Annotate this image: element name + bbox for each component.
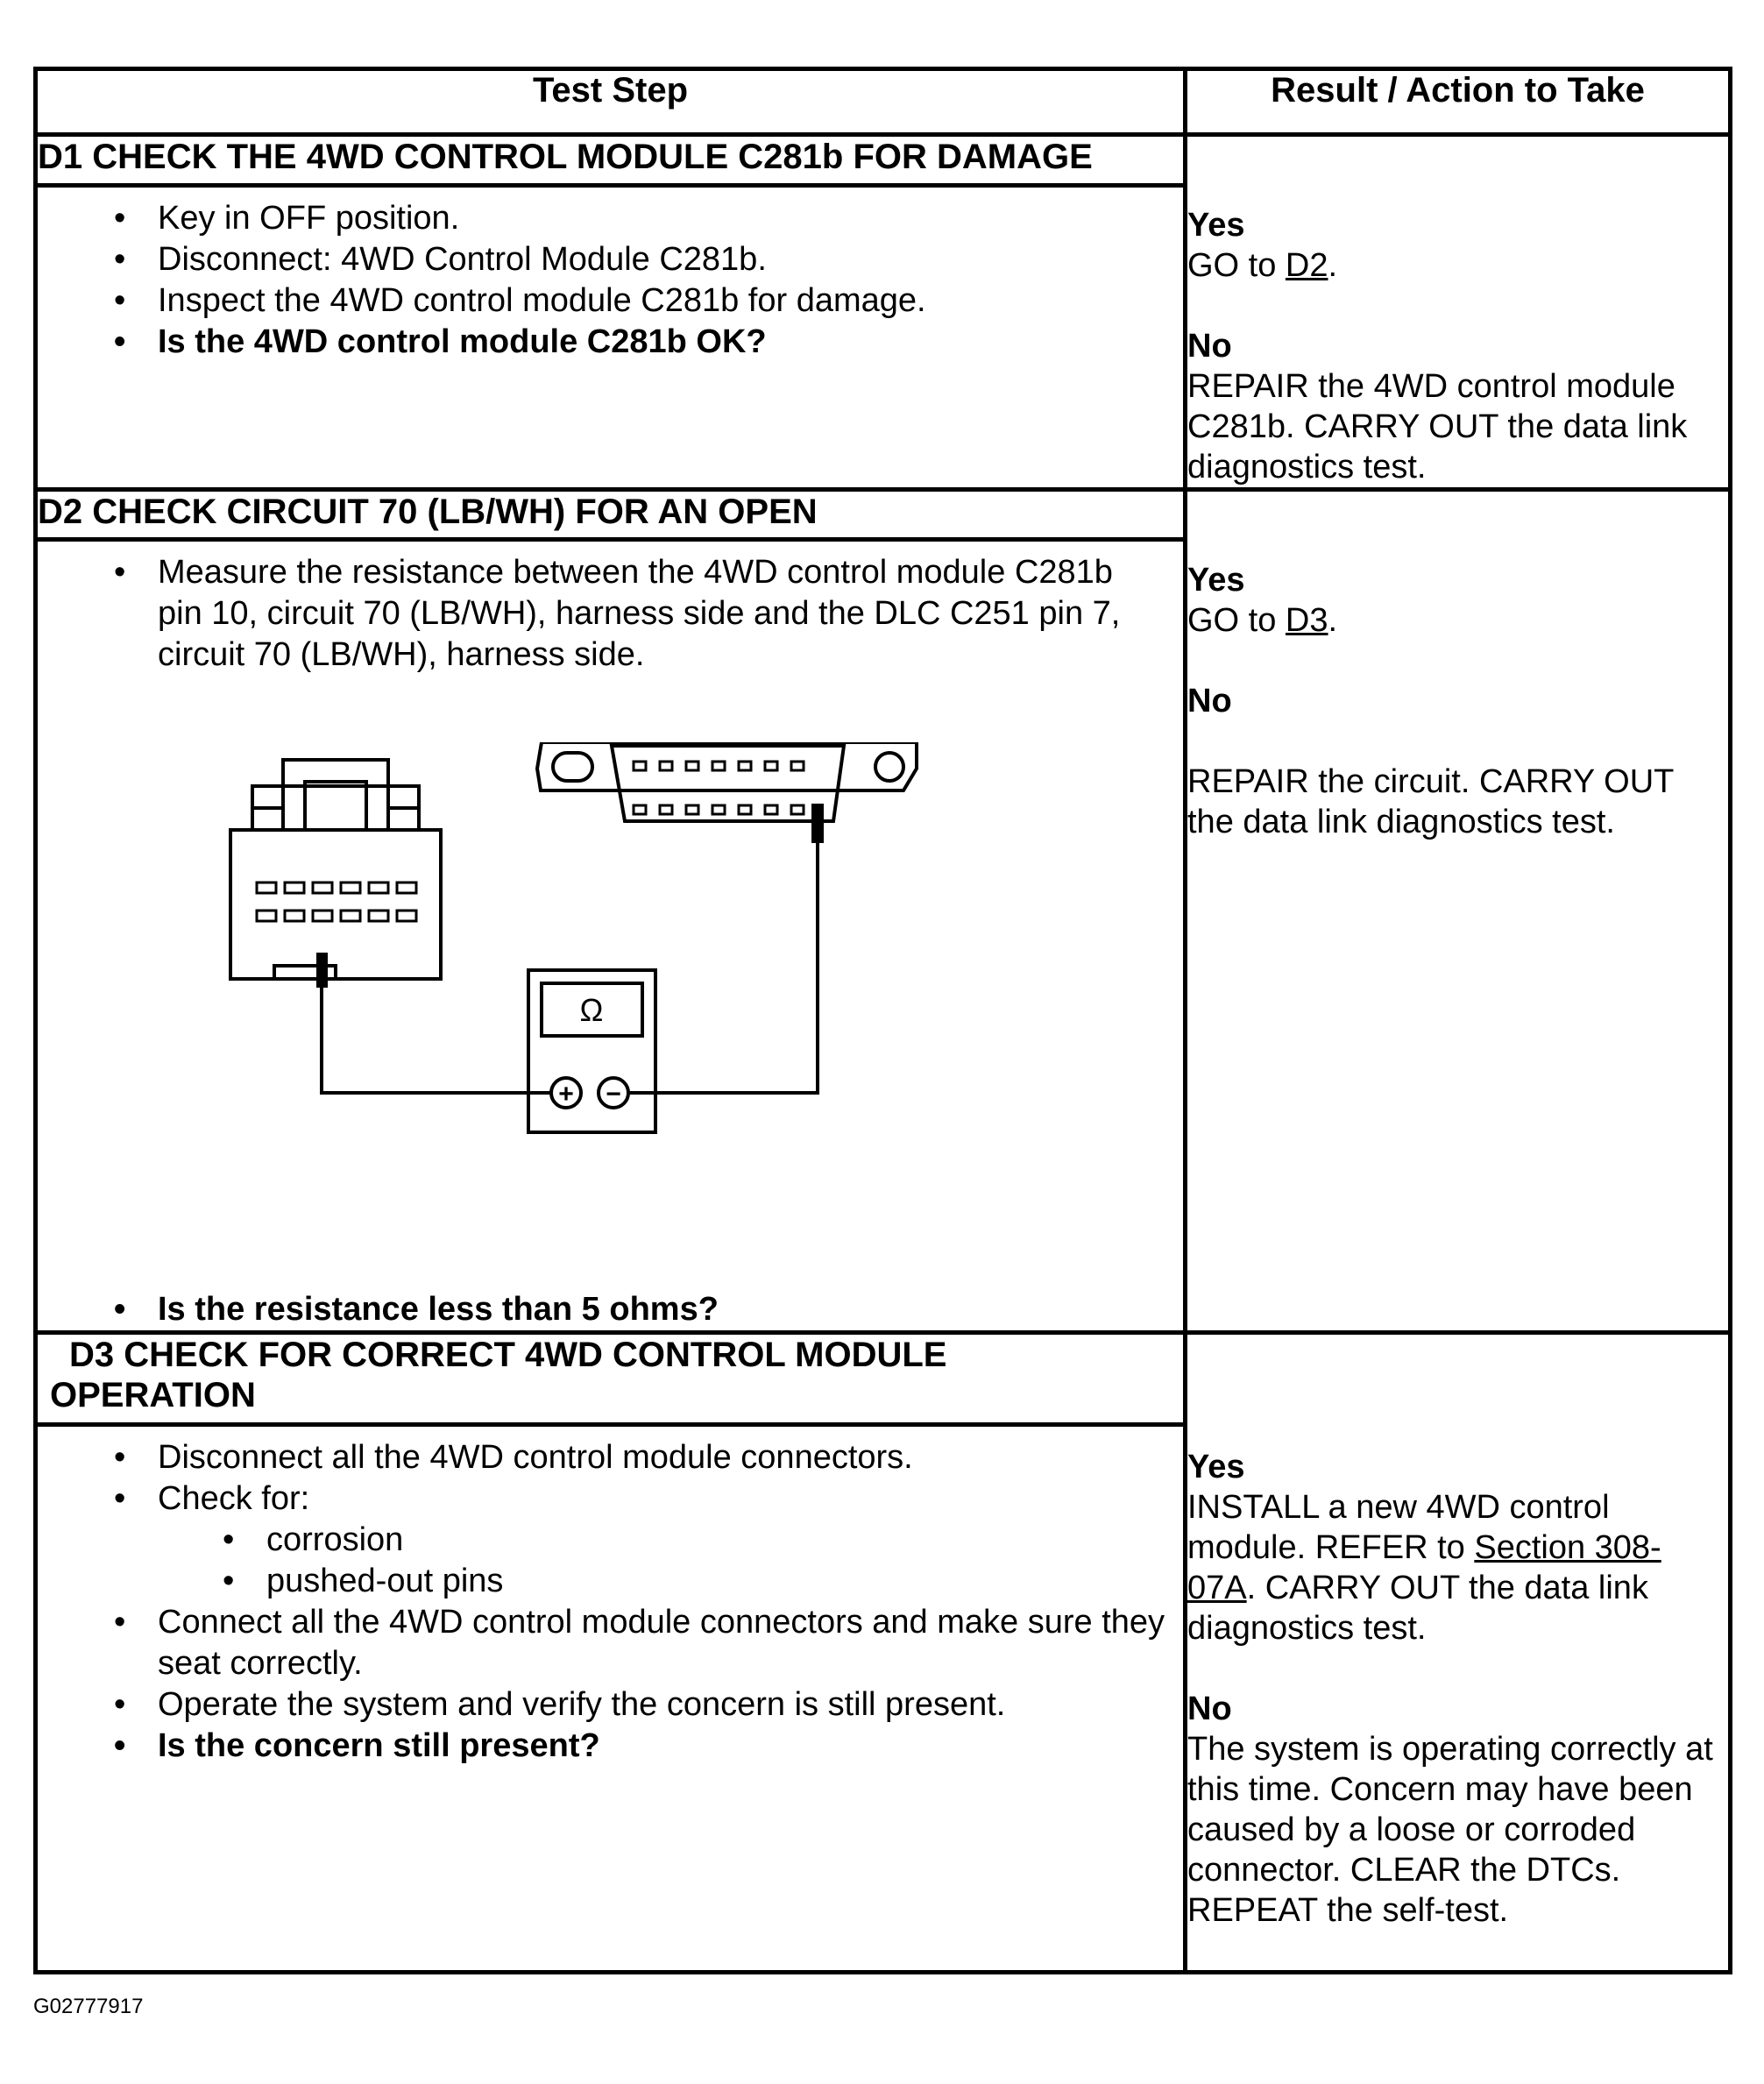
d2-yes-action bbox=[1187, 600, 1728, 641]
lead-module-to-positive bbox=[322, 979, 551, 1093]
meter-plus-terminal: + bbox=[558, 1080, 574, 1109]
diagnostic-table bbox=[33, 67, 1732, 1974]
list-item: • Operate the system and verify the concern is still present. bbox=[158, 1684, 1165, 1726]
step-d3-title bbox=[36, 1333, 1186, 1425]
d3-question: • Is the concern still present? bbox=[158, 1726, 1165, 1767]
d3-check-for-label: Check for: bbox=[158, 1480, 310, 1517]
d1-question: • Is the 4WD control module C281b OK? bbox=[158, 322, 1165, 363]
list-item: • Inspect the 4WD control module C281b for damage. bbox=[158, 280, 1165, 322]
list-item: • corrosion bbox=[266, 1520, 1165, 1561]
d2-no-action: REPAIR the circuit. CARRY OUT the data link diagnostics test. bbox=[1187, 763, 1674, 840]
list-item: • Connect all the 4WD control module connectors and make sure they seat correctly. bbox=[158, 1602, 1165, 1684]
dlc-connector-c251 bbox=[537, 742, 917, 821]
d3-yes-text-b: . CARRY OUT the data link diagnostics test. bbox=[1187, 1570, 1648, 1647]
d2-bullet-list bbox=[38, 552, 1183, 676]
d2-link-d3[interactable]: D3 bbox=[1285, 602, 1328, 639]
step-d2-title: D2 CHECK CIRCUIT 70 (LB/WH) FOR AN OPEN bbox=[36, 490, 1186, 540]
header-test-step: Test Step bbox=[36, 69, 1186, 135]
d1-yes-action bbox=[1187, 245, 1728, 286]
header-result-action: Result / Action to Take bbox=[1186, 69, 1731, 135]
d3-yes-label: Yes bbox=[1187, 1449, 1245, 1485]
step-d2-body bbox=[36, 540, 1186, 1333]
list-item: • Disconnect all the 4WD control module connectors. bbox=[158, 1437, 1165, 1478]
d3-sub-list bbox=[158, 1520, 1165, 1602]
figure-id: G02777917 bbox=[33, 1995, 144, 2018]
d2-no-label: No bbox=[1187, 683, 1232, 719]
dlc-pins bbox=[634, 762, 804, 814]
list-item: • Key in OFF position. bbox=[158, 198, 1165, 239]
step-d2-title-row bbox=[36, 490, 1731, 540]
list-item: • Disconnect: 4WD Control Module C281b. bbox=[158, 239, 1165, 280]
d2-question: • Is the resistance less than 5 ohms? bbox=[158, 1289, 1183, 1330]
d3-title-line1: D3 CHECK FOR CORRECT 4WD CONTROL MODULE bbox=[69, 1336, 947, 1374]
step-d1-body bbox=[36, 185, 1186, 489]
d2-yes-prefix: GO to bbox=[1187, 602, 1286, 639]
step-d1-result bbox=[1186, 135, 1731, 490]
step-d3-body bbox=[36, 1425, 1186, 1973]
module-pins bbox=[257, 883, 416, 921]
circuit-diagram bbox=[187, 742, 940, 1198]
d3-yes-action bbox=[1187, 1487, 1728, 1648]
step-d3-title-row bbox=[36, 1333, 1731, 1425]
d3-title-line2: OPERATION bbox=[50, 1376, 256, 1414]
d1-yes-suffix: . bbox=[1328, 247, 1338, 284]
module-connector-c281b bbox=[230, 760, 441, 979]
d1-bullet-list bbox=[38, 198, 1183, 363]
meter-minus-terminal: − bbox=[606, 1080, 621, 1109]
d2-yes-suffix: . bbox=[1328, 602, 1338, 639]
d2-yes-label: Yes bbox=[1187, 562, 1245, 599]
d3-no-label: No bbox=[1187, 1691, 1232, 1727]
d3-link-section[interactable]: Section 308-07A bbox=[1187, 1529, 1661, 1606]
list-item: • Measure the resistance between the 4WD control module C281b pin 10, circuit 70 (LB/WH), harness side and the DLC C251 pin 7, circuit 70 (LB/WH), harness side. bbox=[158, 552, 1165, 676]
meter-ohm-symbol: Ω bbox=[579, 992, 604, 1028]
header-row bbox=[36, 69, 1731, 135]
step-d1-title-row bbox=[36, 135, 1731, 186]
d3-yes-text-a: INSTALL a new 4WD control module. REFER to bbox=[1187, 1489, 1610, 1566]
d1-no-action: REPAIR the 4WD control module C281b. CARRY OUT the data link diagnostics test. bbox=[1187, 368, 1688, 486]
step-d1-title: D1 CHECK THE 4WD CONTROL MODULE C281b FOR DAMAGE bbox=[36, 135, 1186, 186]
d1-yes-prefix: GO to bbox=[1187, 247, 1286, 284]
list-item: • pushed-out pins bbox=[266, 1561, 1165, 1602]
circuit-figure bbox=[38, 676, 1183, 1289]
probe-dlc-pin-7 bbox=[811, 804, 824, 843]
step-d3-result bbox=[1186, 1333, 1731, 1973]
probe-module-pin-10 bbox=[316, 953, 328, 988]
list-item bbox=[158, 1478, 1165, 1602]
d1-link-d2[interactable]: D2 bbox=[1285, 247, 1328, 284]
d3-bullet-list bbox=[38, 1437, 1183, 1767]
d1-no-label: No bbox=[1187, 328, 1232, 365]
step-d2-result bbox=[1186, 490, 1731, 1333]
d3-no-action: The system is operating correctly at this time. Concern may have been caused by a loose or corroded connector. CLEAR the DTCs. REPEAT the self-test. bbox=[1187, 1731, 1713, 1929]
d1-yes-label: Yes bbox=[1187, 207, 1245, 244]
